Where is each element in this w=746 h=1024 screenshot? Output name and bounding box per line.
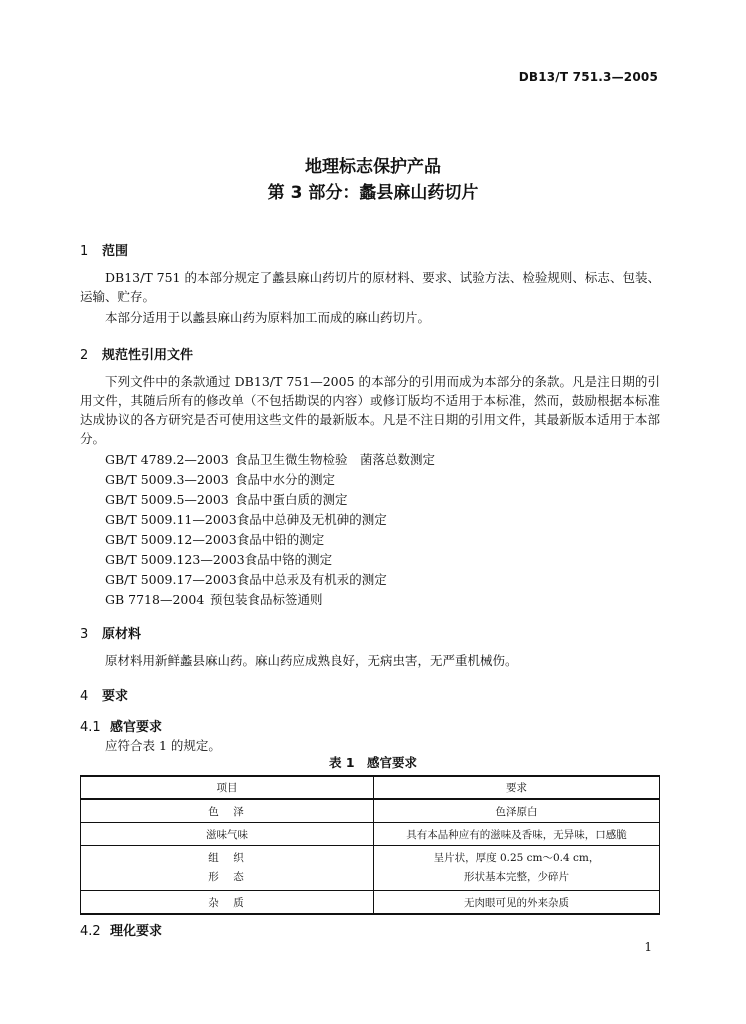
section-number: 4 [80, 689, 89, 704]
section-number: 3 [80, 627, 89, 642]
reference-title: 食品中铬的测定 [244, 552, 333, 567]
reference-item [105, 470, 335, 488]
column-header-requirement: 要求 [374, 776, 660, 799]
reference-title: 食品中蛋白质的测定 [235, 492, 348, 507]
table-cell-item: 滋味气味 [81, 823, 374, 846]
references-intro: 下列文件中的条款通过 DB13/T 751—2005 的本部分的引用而成为本部分的条款。凡是注日期的引用文件，其随后所有的修改单（不包括勘误的内容）或修订版均不适用于本标准，然而，鼓励根据本标准达成协议的各方研究是否可使用这些文件的最新版本。凡是不注日期的引用文件，其最新版本适用于本部分。 [80, 374, 660, 446]
reference-item [105, 530, 324, 548]
table-cell-item-line: 形 态 [208, 871, 246, 883]
reference-code: GB/T 5009.17—2003 [105, 572, 237, 587]
reference-title: 食品中铅的测定 [236, 532, 325, 547]
document-title: 地理标志保护产品 [305, 157, 441, 177]
section-heading-requirements [80, 685, 128, 704]
section-heading-raw-materials [80, 623, 141, 642]
scope-applicability: 本部分适用于以蠡县麻山药为原料加工而成的麻山药切片。 [105, 310, 431, 325]
section-number: 2 [80, 348, 89, 363]
section-title: 规范性引用文件 [102, 348, 194, 363]
table-cell-item-line: 组 织 [208, 852, 246, 864]
reference-code: GB/T 4789.2—2003 [105, 452, 229, 467]
table-row [81, 823, 660, 846]
reference-code: GB/T 5009.3—2003 [105, 472, 229, 487]
table-cell-requirement: 无肉眼可见的外来杂质 [374, 891, 660, 915]
section-number: 4.2 [80, 924, 101, 939]
reference-code: GB/T 5009.123—2003 [105, 552, 245, 567]
table-cell-requirement-line: 呈片状，厚度 0.25 cm～0.4 cm， [433, 852, 600, 864]
subsection-heading-sensory [80, 716, 162, 735]
reference-code: GB/T 5009.5—2003 [105, 492, 229, 507]
column-header-item: 项目 [81, 776, 374, 799]
standard-code: DB13/T 751.3—2005 [518, 70, 658, 84]
table-row [81, 799, 660, 823]
reference-item [105, 550, 332, 568]
table-cell-requirement: 具有本品种应有的滋味及香味，无异味，口感脆 [374, 823, 660, 846]
reference-code: GB/T 5009.12—2003 [105, 532, 237, 547]
table-row [81, 846, 660, 891]
reference-item [105, 450, 435, 468]
reference-title: 食品中总汞及有机汞的测定 [236, 572, 387, 587]
table-cell-item [81, 846, 374, 891]
section-title: 原材料 [102, 627, 142, 642]
reference-item [105, 570, 387, 588]
reference-item [105, 510, 387, 528]
table-cell-item: 杂 质 [81, 891, 374, 915]
reference-item [105, 590, 323, 608]
scope-paragraph: DB13/T 751 的本部分规定了蠡县麻山药切片的原材料、要求、试验方法、检验规则、标志、包装、运输、贮存。 [80, 270, 660, 304]
document-subtitle: 第 3 部分：蠡县麻山药切片 [267, 183, 479, 203]
table-header-row [81, 776, 660, 799]
page-number: 1 [644, 940, 652, 954]
section-title: 要求 [102, 689, 129, 704]
reference-title: 食品中总砷及无机砷的测定 [236, 512, 387, 527]
table-caption: 表 1 感官要求 [328, 755, 418, 770]
sensory-requirements-table [80, 775, 660, 915]
section-number: 1 [80, 244, 89, 259]
table-cell-requirement [374, 846, 660, 891]
section-number: 4.1 [80, 720, 101, 735]
section-heading-references [80, 344, 193, 363]
reference-title: 预包装食品标签通则 [210, 592, 323, 607]
table-row [81, 891, 660, 915]
section-title: 范围 [102, 244, 129, 259]
raw-materials-paragraph: 原材料用新鲜蠡县麻山药。麻山药应成熟良好，无病虫害，无严重机械伤。 [105, 653, 518, 668]
reference-title: 食品卫生微生物检验 菌落总数测定 [235, 452, 436, 467]
reference-title: 食品中水分的测定 [235, 472, 336, 487]
reference-code: GB 7718—2004 [105, 592, 205, 607]
section-title: 感官要求 [110, 720, 163, 735]
reference-item [105, 490, 348, 508]
table-cell-item: 色 泽 [81, 799, 374, 823]
subsection-heading-physicochemical [80, 920, 162, 939]
table-cell-requirement: 色泽原白 [374, 799, 660, 823]
sensory-intro: 应符合表 1 的规定。 [105, 738, 221, 753]
section-title: 理化要求 [110, 924, 163, 939]
reference-code: GB/T 5009.11—2003 [105, 512, 237, 527]
table-cell-requirement-line: 形状基本完整，少碎片 [464, 871, 569, 883]
section-heading-scope [80, 240, 128, 259]
